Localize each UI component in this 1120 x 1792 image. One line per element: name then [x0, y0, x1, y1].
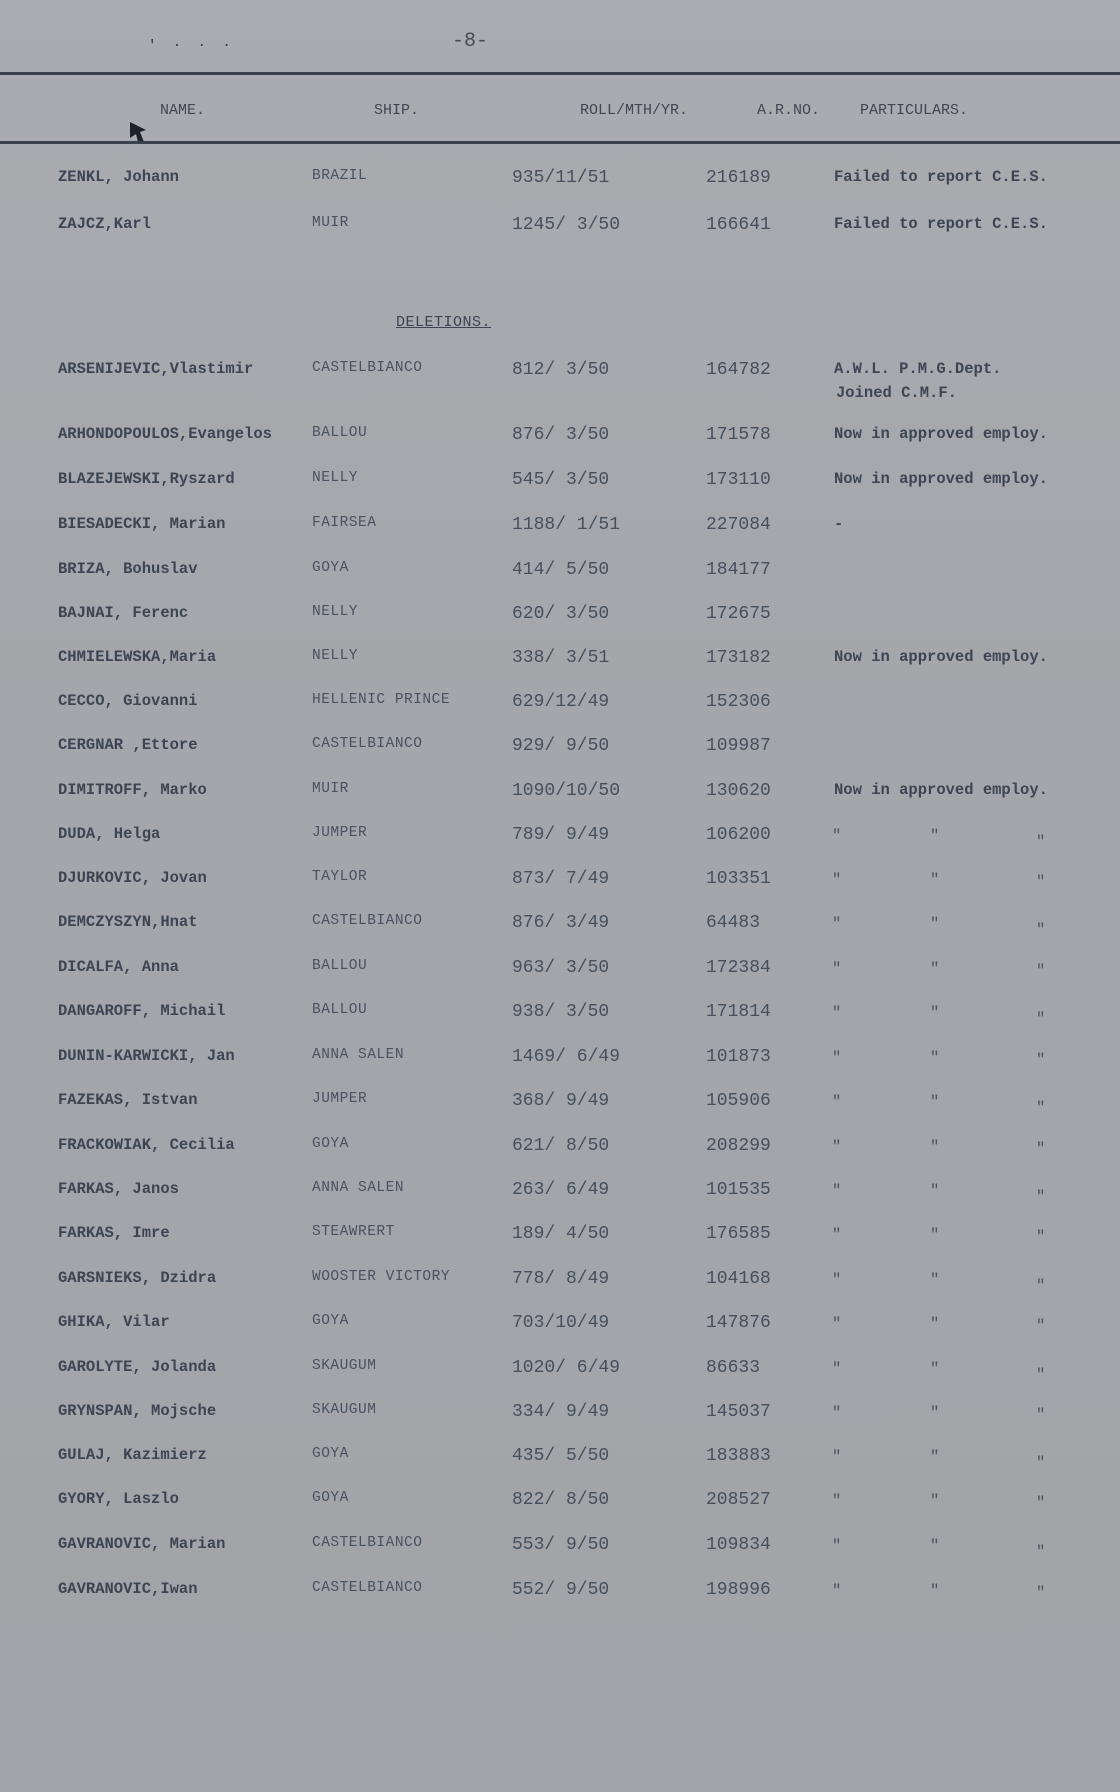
roll-cell: 368/ 9/49 — [512, 1091, 610, 1111]
ditto-mark: " — [930, 960, 940, 978]
ar-no-cell: 130620 — [706, 781, 771, 801]
ditto-mark: " — [930, 915, 940, 933]
ditto-mark: " — [930, 1537, 940, 1555]
roll-cell: 189/ 4/50 — [512, 1224, 610, 1244]
ditto-mark: " — [930, 1093, 940, 1111]
roll-cell: 812/ 3/50 — [512, 360, 610, 380]
ditto-mark: " — [832, 1315, 842, 1333]
roll-cell: 1020/ 6/49 — [512, 1358, 621, 1378]
ship-cell: GOYA — [312, 1136, 349, 1152]
table-row — [0, 825, 1120, 855]
header-ar-no: A.R.NO. — [757, 102, 821, 119]
ditto-mark: " — [1036, 1494, 1046, 1512]
ship-cell: JUMPER — [312, 825, 368, 841]
ditto-mark: " — [1036, 1277, 1046, 1295]
ditto-mark: " — [832, 1404, 842, 1422]
ditto-mark: " — [930, 1404, 940, 1422]
ditto-mark: " — [930, 1582, 940, 1600]
ditto-mark: " — [832, 1537, 842, 1555]
name-cell: ARSENIJEVIC,Vlastimir — [58, 360, 254, 378]
particulars-cell-line2: Joined C.M.F. — [836, 384, 957, 402]
ditto-mark: " — [832, 1492, 842, 1510]
table-row — [0, 958, 1120, 988]
ar-no-cell: 227084 — [706, 515, 771, 535]
roll-cell: 620/ 3/50 — [512, 604, 610, 624]
table-row — [0, 215, 1120, 245]
name-cell: ARHONDOPOULOS,Evangelos — [58, 425, 272, 443]
header-particulars: PARTICULARS. — [860, 102, 969, 119]
ar-no-cell: 86633 — [706, 1358, 761, 1378]
header-bottom-rule — [0, 141, 1120, 144]
ditto-mark: " — [1036, 1406, 1046, 1424]
ar-no-cell: 173182 — [706, 648, 771, 668]
ditto-mark: " — [1036, 1228, 1046, 1246]
ar-no-cell: 106200 — [706, 825, 771, 845]
ship-cell: NELLY — [312, 648, 359, 664]
table-row — [0, 1490, 1120, 1520]
roll-cell: 1090/10/50 — [512, 781, 621, 801]
ship-cell: BALLOU — [312, 1002, 368, 1018]
ditto-mark: " — [930, 827, 940, 845]
table-row — [0, 869, 1120, 899]
name-cell: FARKAS, Imre — [58, 1224, 170, 1242]
table-row — [0, 913, 1120, 943]
ar-no-cell: 104168 — [706, 1269, 771, 1289]
ar-no-cell: 208299 — [706, 1136, 771, 1156]
table-row — [0, 1002, 1120, 1032]
ditto-mark: " — [930, 1138, 940, 1156]
ar-no-cell: 152306 — [706, 692, 771, 712]
name-cell: GAVRANOVIC,Iwan — [58, 1580, 198, 1598]
ditto-mark: " — [832, 1138, 842, 1156]
ditto-mark: " — [1036, 1188, 1046, 1206]
table-row — [0, 1358, 1120, 1388]
roll-cell: 963/ 3/50 — [512, 958, 610, 978]
name-cell: DJURKOVIC, Jovan — [58, 869, 207, 887]
ar-no-cell: 176585 — [706, 1224, 771, 1244]
ar-no-cell: 184177 — [706, 560, 771, 580]
name-cell: GARSNIEKS, Dzidra — [58, 1269, 217, 1287]
name-cell: DEMCZYSZYN,Hnat — [58, 913, 198, 931]
ar-no-cell: 198996 — [706, 1580, 771, 1600]
ditto-mark: " — [832, 1004, 842, 1022]
table-row — [0, 736, 1120, 766]
ditto-mark: " — [832, 915, 842, 933]
particulars-cell: Now in approved employ. — [834, 781, 1048, 799]
ar-no-cell: 171578 — [706, 425, 771, 445]
ditto-mark: " — [1036, 873, 1046, 891]
table-row — [0, 560, 1120, 590]
ditto-mark: " — [1036, 1454, 1046, 1472]
ship-cell: FAIRSEA — [312, 515, 377, 531]
table-row — [0, 1047, 1120, 1077]
table-row — [0, 604, 1120, 634]
ship-cell: BALLOU — [312, 425, 368, 441]
ditto-mark: " — [930, 1315, 940, 1333]
table-row — [0, 425, 1120, 455]
ar-no-cell: 164782 — [706, 360, 771, 380]
table-row — [0, 1313, 1120, 1343]
ar-no-cell: 101535 — [706, 1180, 771, 1200]
ar-no-cell: 101873 — [706, 1047, 771, 1067]
page-number: -8- — [452, 30, 489, 53]
roll-cell: 629/12/49 — [512, 692, 610, 712]
ship-cell: BALLOU — [312, 958, 368, 974]
roll-cell: 778/ 8/49 — [512, 1269, 610, 1289]
table-row — [0, 648, 1120, 678]
ditto-mark: " — [832, 1049, 842, 1067]
ditto-mark: " — [1036, 962, 1046, 980]
table-row — [0, 1535, 1120, 1565]
ditto-mark: " — [832, 1360, 842, 1378]
ar-no-cell: 105906 — [706, 1091, 771, 1111]
ship-cell: SKAUGUM — [312, 1402, 377, 1418]
name-cell: ZAJCZ,Karl — [58, 215, 152, 233]
roll-cell: 552/ 9/50 — [512, 1580, 610, 1600]
name-cell: ZENKL, Johann — [58, 168, 179, 186]
ar-no-cell: 166641 — [706, 215, 771, 235]
ditto-mark: " — [1036, 1140, 1046, 1158]
ar-no-cell: 171814 — [706, 1002, 771, 1022]
roll-cell: 334/ 9/49 — [512, 1402, 610, 1422]
table-row — [0, 470, 1120, 500]
ar-no-cell: 103351 — [706, 869, 771, 889]
roll-cell: 1245/ 3/50 — [512, 215, 621, 235]
ship-cell: CASTELBIANCO — [312, 736, 423, 752]
roll-cell: 935/11/51 — [512, 168, 610, 188]
ship-cell: BRAZIL — [312, 168, 368, 184]
ship-cell: GOYA — [312, 560, 349, 576]
ar-no-cell: 208527 — [706, 1490, 771, 1510]
name-cell: FRACKOWIAK, Cecilia — [58, 1136, 235, 1154]
ditto-mark: " — [832, 1182, 842, 1200]
table-row — [0, 692, 1120, 722]
header-roll: ROLL/MTH/YR. — [580, 102, 689, 119]
ar-no-cell: 172384 — [706, 958, 771, 978]
ship-cell: JUMPER — [312, 1091, 368, 1107]
ar-no-cell: 216189 — [706, 168, 771, 188]
name-cell: CERGNAR ,Ettore — [58, 736, 198, 754]
roll-cell: 414/ 5/50 — [512, 560, 610, 580]
ditto-mark: " — [1036, 1099, 1046, 1117]
ditto-mark: " — [832, 1582, 842, 1600]
ditto-mark: " — [832, 1448, 842, 1466]
ditto-mark: " — [832, 871, 842, 889]
ar-no-cell: 183883 — [706, 1446, 771, 1466]
name-cell: FARKAS, Janos — [58, 1180, 179, 1198]
roll-cell: 822/ 8/50 — [512, 1490, 610, 1510]
name-cell: GAROLYTE, Jolanda — [58, 1358, 217, 1376]
name-cell: GRYNSPAN, Mojsche — [58, 1402, 217, 1420]
ship-cell: HELLENIC PRINCE — [312, 692, 451, 708]
ditto-mark: " — [930, 1360, 940, 1378]
ditto-mark: " — [930, 1004, 940, 1022]
ar-no-cell: 172675 — [706, 604, 771, 624]
roll-cell: 876/ 3/50 — [512, 425, 610, 445]
ditto-mark: " — [1036, 1010, 1046, 1028]
table-row — [0, 168, 1120, 198]
name-cell: DUNIN-KARWICKI, Jan — [58, 1047, 235, 1065]
ditto-mark: " — [832, 1226, 842, 1244]
name-cell: BAJNAI, Ferenc — [58, 604, 189, 622]
ship-cell: GOYA — [312, 1313, 349, 1329]
ditto-mark: " — [930, 1271, 940, 1289]
ship-cell: CASTELBIANCO — [312, 1535, 423, 1551]
roll-cell: 938/ 3/50 — [512, 1002, 610, 1022]
ditto-mark: " — [930, 1492, 940, 1510]
roll-cell: 338/ 3/51 — [512, 648, 610, 668]
ditto-mark: " — [1036, 1543, 1046, 1561]
ship-cell: GOYA — [312, 1490, 349, 1506]
ship-cell: NELLY — [312, 604, 359, 620]
ditto-mark: " — [1036, 833, 1046, 851]
roll-cell: 545/ 3/50 — [512, 470, 610, 490]
table-row — [0, 1180, 1120, 1210]
name-cell: BLAZEJEWSKI,Ryszard — [58, 470, 235, 488]
ship-cell: MUIR — [312, 781, 349, 797]
ship-cell: CASTELBIANCO — [312, 913, 423, 929]
ship-cell: TAYLOR — [312, 869, 368, 885]
table-row — [0, 1269, 1120, 1299]
ditto-mark: " — [930, 1182, 940, 1200]
ditto-mark: " — [1036, 1051, 1046, 1069]
table-row — [0, 515, 1120, 545]
roll-cell: 263/ 6/49 — [512, 1180, 610, 1200]
table-row — [0, 1224, 1120, 1254]
table-row — [0, 360, 1120, 402]
ar-no-cell: 147876 — [706, 1313, 771, 1333]
stray-marks: ' · · · — [148, 38, 235, 54]
ship-cell: GOYA — [312, 1446, 349, 1462]
ditto-mark: " — [930, 1226, 940, 1244]
ar-no-cell: 173110 — [706, 470, 771, 490]
name-cell: FAZEKAS, Istvan — [58, 1091, 198, 1109]
header-ship: SHIP. — [374, 102, 420, 119]
name-cell: BRIZA, Bohuslav — [58, 560, 198, 578]
table-row — [0, 781, 1120, 811]
ship-cell: ANNA SALEN — [312, 1047, 405, 1063]
name-cell: DUDA, Helga — [58, 825, 161, 843]
ditto-mark: " — [930, 1049, 940, 1067]
name-cell: DICALFA, Anna — [58, 958, 179, 976]
roll-cell: 553/ 9/50 — [512, 1535, 610, 1555]
ditto-mark: " — [1036, 1366, 1046, 1384]
table-row — [0, 1580, 1120, 1610]
roll-cell: 929/ 9/50 — [512, 736, 610, 756]
name-cell: GAVRANOVIC, Marian — [58, 1535, 226, 1553]
table-row — [0, 1402, 1120, 1432]
roll-cell: 1469/ 6/49 — [512, 1047, 621, 1067]
table-row — [0, 1091, 1120, 1121]
ditto-mark: " — [1036, 1584, 1046, 1602]
name-cell: DANGAROFF, Michail — [58, 1002, 226, 1020]
ar-no-cell: 64483 — [706, 913, 761, 933]
ship-cell: WOOSTER VICTORY — [312, 1269, 451, 1285]
ditto-mark: " — [930, 871, 940, 889]
name-cell: CECCO, Giovanni — [58, 692, 198, 710]
ditto-mark: " — [1036, 1317, 1046, 1335]
roll-cell: 1188/ 1/51 — [512, 515, 621, 535]
roll-cell: 876/ 3/49 — [512, 913, 610, 933]
roll-cell: 789/ 9/49 — [512, 825, 610, 845]
name-cell: CHMIELEWSKA,Maria — [58, 648, 217, 666]
roll-cell: 703/10/49 — [512, 1313, 610, 1333]
ship-cell: SKAUGUM — [312, 1358, 377, 1374]
particulars-cell: Failed to report C.E.S. — [834, 215, 1048, 233]
particulars-cell: Now in approved employ. — [834, 470, 1048, 488]
ar-no-cell: 109987 — [706, 736, 771, 756]
ditto-mark: " — [930, 1448, 940, 1466]
ship-cell: CASTELBIANCO — [312, 360, 423, 376]
particulars-cell: Failed to report C.E.S. — [834, 168, 1048, 186]
table-row — [0, 1136, 1120, 1166]
particulars-cell: Now in approved employ. — [834, 648, 1048, 666]
ditto-mark: " — [832, 1093, 842, 1111]
ship-cell: CASTELBIANCO — [312, 1580, 423, 1596]
ship-cell: STEAWRERT — [312, 1224, 395, 1240]
ditto-mark: " — [832, 1271, 842, 1289]
header-name: NAME. — [160, 102, 206, 119]
particulars-cell: - — [834, 515, 844, 533]
roll-cell: 435/ 5/50 — [512, 1446, 610, 1466]
ar-no-cell: 145037 — [706, 1402, 771, 1422]
ditto-mark: " — [832, 827, 842, 845]
ship-cell: ANNA SALEN — [312, 1180, 405, 1196]
ship-cell: MUIR — [312, 215, 349, 231]
name-cell: DIMITROFF, Marko — [58, 781, 207, 799]
name-cell: BIESADECKI, Marian — [58, 515, 226, 533]
name-cell: GHIKA, Vilar — [58, 1313, 170, 1331]
header-top-rule — [0, 72, 1120, 75]
section-title-deletions: DELETIONS. — [396, 314, 492, 331]
ditto-mark: " — [832, 960, 842, 978]
ar-no-cell: 109834 — [706, 1535, 771, 1555]
ditto-mark: " — [1036, 921, 1046, 939]
roll-cell: 873/ 7/49 — [512, 869, 610, 889]
particulars-cell: Now in approved employ. — [834, 425, 1048, 443]
table-row — [0, 1446, 1120, 1476]
particulars-cell: A.W.L. P.M.G.Dept. — [834, 360, 1002, 378]
roll-cell: 621/ 8/50 — [512, 1136, 610, 1156]
ship-cell: NELLY — [312, 470, 359, 486]
name-cell: GYORY, Laszlo — [58, 1490, 179, 1508]
name-cell: GULAJ, Kazimierz — [58, 1446, 207, 1464]
